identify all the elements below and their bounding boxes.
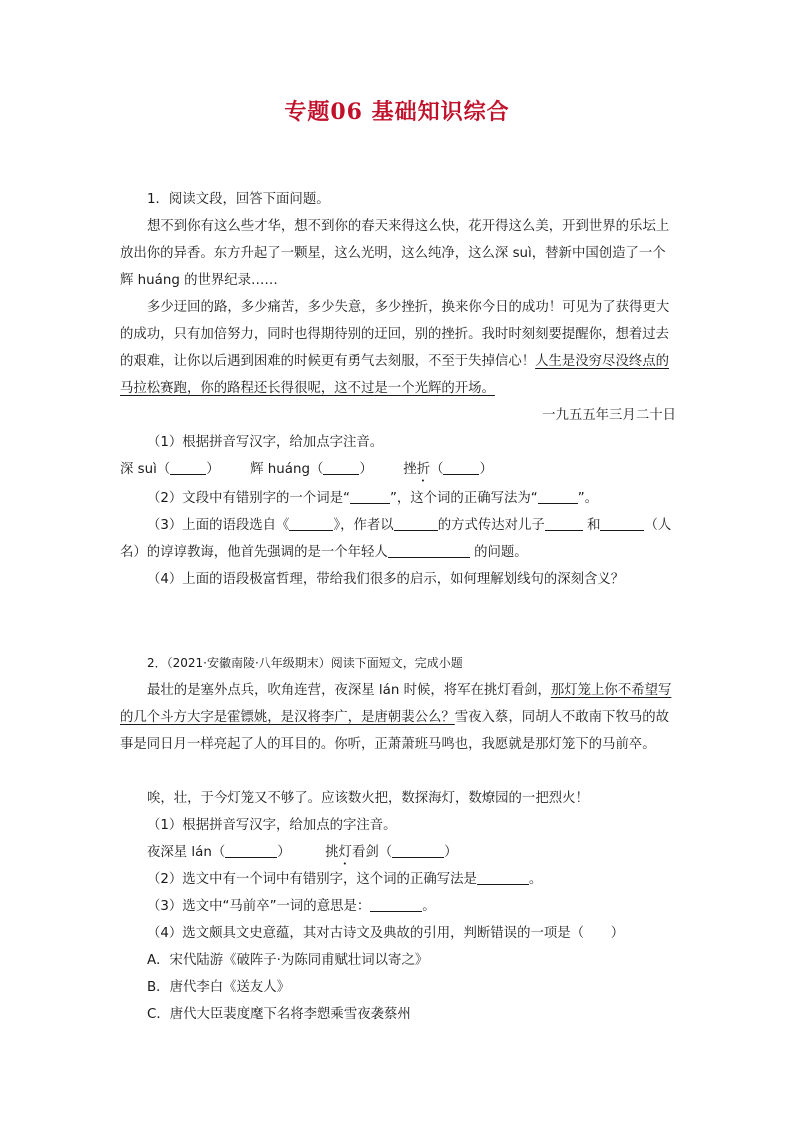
q1-paragraph-2 — [120, 294, 676, 402]
q2-sub1-b-label: 挑 — [325, 845, 339, 860]
q2-sub1-b-label-end: 看剑（ — [351, 845, 393, 860]
q2-sub1-b-close: ） — [444, 845, 458, 860]
answer-blank[interactable] — [350, 490, 390, 504]
answer-blank[interactable] — [394, 517, 438, 531]
q1-underlined-sentence: 人生是没穷尽没终点的马拉松赛跑，你的路程还长得很呢，这不过是一个光辉的开场。 — [120, 354, 670, 396]
q2-sub1-blanks — [120, 839, 676, 868]
q1-sub1-b — [250, 462, 373, 477]
page-title: 专题06 基础知识综合 — [284, 99, 510, 125]
q1-sub3 — [120, 512, 676, 566]
answer-blank[interactable] — [443, 461, 479, 475]
q2-sub3 — [120, 893, 676, 920]
q1-sub3-text-f: 的问题。 — [474, 545, 528, 560]
q2-sub2-text: （2）选文中有一个词中有错别字，这个词的正确写法是 — [147, 872, 477, 887]
q2-heading: 2．（2021·安徽南陵·八年级期末）阅读下面短文，完成小题 — [147, 656, 463, 670]
q1-sub2-text-c: ”。 — [577, 491, 599, 506]
answer-blank[interactable] — [388, 544, 470, 558]
q2-option-a[interactable]: A．宋代陆游《破阵子·为陈同甫赋壮词以寄之》 — [147, 953, 429, 968]
answer-blank[interactable] — [370, 898, 422, 912]
q1-sub1-blanks — [120, 456, 676, 485]
q1-paragraph-2-text: 多少迂回的路，多少痛苦，多少失意，多少挫折，换来你今日的成功！可见为了获得更大的成功，只有加倍努力，同时也得期待别的迂回，别的挫折。我时时刻刻要提醒你，想着过去的艰难，让你以后遇到困难的时候更有勇气去刻服，不至于失掉信心！ — [120, 300, 670, 369]
q2-sub1-a-label: 夜深星 lán（ — [147, 845, 226, 860]
dotted-char: 灯 — [338, 845, 352, 860]
q2-sub3-text: （3）选文中“马前卒”一词的意思是： — [147, 899, 371, 914]
q2-option-b[interactable]: B．唐代李白《送友人》 — [147, 980, 291, 995]
q2-sub1-a-close: ） — [277, 845, 291, 860]
q1-sub1-c-label: 挫 — [403, 462, 417, 477]
q2-paragraph-2: 唉，壮，于今灯笼又不够了。应该数火把，数探海灯，数燎园的一把烈火！ — [147, 791, 589, 806]
q2-sub2 — [120, 866, 676, 893]
q1-sub1-b-label: 辉 huáng（ — [250, 462, 324, 477]
answer-blank[interactable] — [477, 871, 529, 885]
q1-sub1: （1）根据拼音写汉字，给加点字注音。 — [147, 435, 384, 450]
q1-sub3-text-b: 》，作者以 — [333, 518, 394, 533]
q2-paragraph-1-text-a: 最壮的是塞外点兵，吹角连营，夜深星 lán 时候，将军在挑灯看剑， — [147, 683, 551, 698]
q2-sub1: （1）根据拼音写汉字，给加点的字注音。 — [147, 818, 397, 833]
answer-blank[interactable] — [170, 461, 206, 475]
q1-paragraph-1: 想不到你有这么些才华，想不到你的春天来得这么快，花开得这么美，开到世界的乐坛上放出你的异香。东方升起了一颗星，这么光明，这么纯净，这么深 suì，替新中国创造了一个辉 huáng 的世界纪录…… — [120, 219, 670, 288]
q1-sub1-a-close: ） — [206, 462, 220, 477]
q1-sub3-text-e: （人名）的谆谆教诲，他首先强调的是一个年轻人 — [120, 518, 672, 560]
q1-sub3-text-d: 和 — [587, 518, 601, 533]
q2-sub3-end: 。 — [422, 899, 436, 914]
answer-blank[interactable] — [225, 844, 277, 858]
q2-sub2-end: 。 — [528, 872, 543, 887]
q1-date: 一九五五年三月二十日 — [542, 408, 676, 423]
q1-sub1-a — [120, 462, 220, 477]
q1-heading: 1．阅读文段，回答下面问题。 — [147, 192, 330, 207]
answer-blank[interactable] — [289, 517, 333, 531]
answer-blank[interactable] — [323, 461, 359, 475]
dotted-char: 折 — [416, 462, 431, 477]
q1-sub1-c-close: ） — [479, 462, 493, 477]
q2-option-c[interactable]: C．唐代大臣裴度麾下名将李愬乘雪夜袭蔡州 — [147, 1007, 411, 1022]
answer-blank[interactable] — [392, 844, 444, 858]
answer-blank[interactable] — [545, 517, 583, 531]
q1-sub2-text-b: ”，这个词的正确写法为“ — [389, 491, 538, 506]
q1-sub2-text-a: （2）文段中有错别字的一个词是“ — [147, 491, 350, 506]
q1-sub1-b-close: ） — [359, 462, 373, 477]
q1-sub1-c — [403, 462, 493, 477]
q1-sub4: （4）上面的语段极富哲理，带给我们很多的启示，如何理解划线句的深刻含义？ — [147, 572, 625, 587]
q1-sub3-text-a: （3）上面的语段选自《 — [147, 518, 290, 533]
answer-blank[interactable] — [538, 490, 578, 504]
q2-underlined-sentence: 那灯笼上你不希望写的几个斗方大字是霍镖姚，是汉将李广，是唐朝裴公么？ — [120, 683, 672, 725]
q2-paragraph-1 — [120, 677, 676, 758]
q1-sub2 — [120, 485, 676, 512]
q2-paragraph-1-text-c: 雪夜入蔡，同胡人不敢南下牧马的故事是同日月一样亮起了人的耳目的。你听，正萧萧班马鸣也，我愿就是那灯笼下的马前卒。 — [120, 710, 670, 752]
answer-blank[interactable] — [600, 517, 644, 531]
q1-sub3-text-c: 的方式传达对儿子 — [437, 518, 545, 533]
q1-sub1-a-label: 深 suì（ — [120, 462, 171, 477]
q2-sub4: （4）选文颇具文史意蕴，其对古诗文及典故的引用，判断错误的一项是（ ） — [147, 926, 625, 941]
q1-sub1-c-open: （ — [430, 462, 444, 477]
